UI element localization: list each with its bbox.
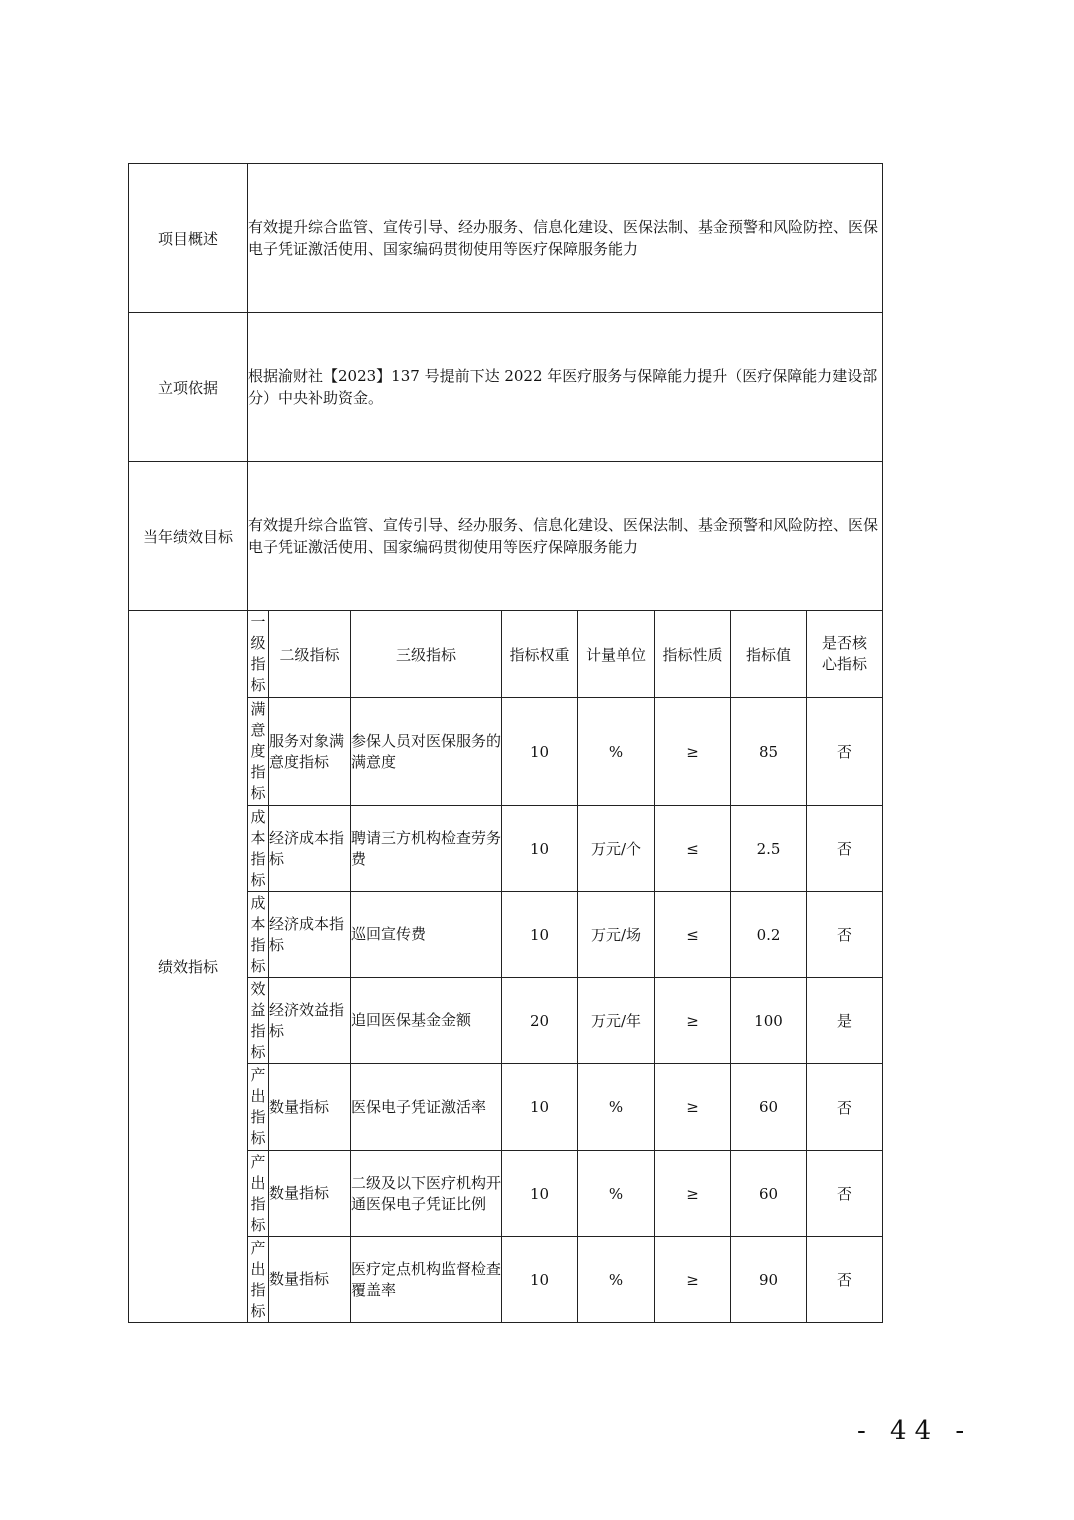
header-core: 是否核心指标 [807, 611, 883, 698]
core-cell: 是 [807, 978, 883, 1064]
unit-cell: 万元/个 [578, 806, 655, 892]
level1-cell: 成本指标 [248, 892, 269, 978]
unit-cell: % [578, 1237, 655, 1323]
level2-cell: 经济效益指标 [269, 978, 351, 1064]
weight-cell: 10 [502, 806, 578, 892]
goal-text: 有效提升综合监管、宣传引导、经办服务、信息化建设、医保法制、基金预警和风险防控、医保电子凭证激活使用、国家编码贯彻使用等医疗保障服务能力 [248, 462, 883, 611]
core-cell: 否 [807, 1151, 883, 1237]
header-weight: 指标权重 [502, 611, 578, 698]
weight-cell: 20 [502, 978, 578, 1064]
goal-row [129, 462, 883, 611]
basis-label: 立项依据 [129, 313, 248, 462]
level2-cell: 数量指标 [269, 1064, 351, 1151]
goal-label: 当年绩效目标 [129, 462, 248, 611]
value-cell: 100 [731, 978, 807, 1064]
weight-cell: 10 [502, 1151, 578, 1237]
value-cell: 85 [731, 698, 807, 806]
header-level1: 一级指标 [248, 611, 269, 698]
level3-cell: 参保人员对医保服务的满意度 [351, 698, 502, 806]
overview-row [129, 164, 883, 313]
unit-cell: 万元/年 [578, 978, 655, 1064]
weight-cell: 10 [502, 1237, 578, 1323]
nature-cell: ≥ [655, 1237, 731, 1323]
value-cell: 0.2 [731, 892, 807, 978]
level3-cell: 二级及以下医疗机构开通医保电子凭证比例 [351, 1151, 502, 1237]
project-performance-table [128, 163, 883, 1323]
header-unit: 计量单位 [578, 611, 655, 698]
nature-cell: ≥ [655, 1151, 731, 1237]
basis-text: 根据渝财社【2023】137 号提前下达 2022 年医疗服务与保障能力提升（医疗保障能力建设部分）中央补助资金。 [248, 313, 883, 462]
unit-cell: % [578, 1064, 655, 1151]
header-level3: 三级指标 [351, 611, 502, 698]
core-cell: 否 [807, 1064, 883, 1151]
overview-label: 项目概述 [129, 164, 248, 313]
nature-cell: ≥ [655, 978, 731, 1064]
value-cell: 2.5 [731, 806, 807, 892]
level3-cell: 医保电子凭证激活率 [351, 1064, 502, 1151]
header-value: 指标值 [731, 611, 807, 698]
unit-cell: % [578, 1151, 655, 1237]
nature-cell: ≤ [655, 892, 731, 978]
level1-cell: 效益指标 [248, 978, 269, 1064]
weight-cell: 10 [502, 698, 578, 806]
level1-cell: 产出指标 [248, 1237, 269, 1323]
level1-cell: 满意度指标 [248, 698, 269, 806]
unit-cell: 万元/场 [578, 892, 655, 978]
value-cell: 60 [731, 1064, 807, 1151]
level1-cell: 产出指标 [248, 1151, 269, 1237]
level3-cell: 医疗定点机构监督检查覆盖率 [351, 1237, 502, 1323]
nature-cell: ≥ [655, 1064, 731, 1151]
weight-cell: 10 [502, 1064, 578, 1151]
level1-cell: 成本指标 [248, 806, 269, 892]
weight-cell: 10 [502, 892, 578, 978]
core-cell: 否 [807, 698, 883, 806]
indicator-header-row [129, 611, 883, 698]
level3-cell: 追回医保基金金额 [351, 978, 502, 1064]
nature-cell: ≥ [655, 698, 731, 806]
page-number: - 44 - [857, 1416, 973, 1446]
overview-text: 有效提升综合监管、宣传引导、经办服务、信息化建设、医保法制、基金预警和风险防控、医保电子凭证激活使用、国家编码贯彻使用等医疗保障服务能力 [248, 164, 883, 313]
core-cell: 否 [807, 892, 883, 978]
level3-cell: 聘请三方机构检查劳务费 [351, 806, 502, 892]
value-cell: 60 [731, 1151, 807, 1237]
unit-cell: % [578, 698, 655, 806]
nature-cell: ≤ [655, 806, 731, 892]
level1-cell: 产出指标 [248, 1064, 269, 1151]
value-cell: 90 [731, 1237, 807, 1323]
indicators-label: 绩效指标 [129, 611, 248, 1323]
level2-cell: 数量指标 [269, 1237, 351, 1323]
level2-cell: 服务对象满意度指标 [269, 698, 351, 806]
level3-cell: 巡回宣传费 [351, 892, 502, 978]
basis-row [129, 313, 883, 462]
header-nature: 指标性质 [655, 611, 731, 698]
core-cell: 否 [807, 1237, 883, 1323]
level2-cell: 经济成本指标 [269, 806, 351, 892]
core-cell: 否 [807, 806, 883, 892]
level2-cell: 经济成本指标 [269, 892, 351, 978]
header-level2: 二级指标 [269, 611, 351, 698]
level2-cell: 数量指标 [269, 1151, 351, 1237]
